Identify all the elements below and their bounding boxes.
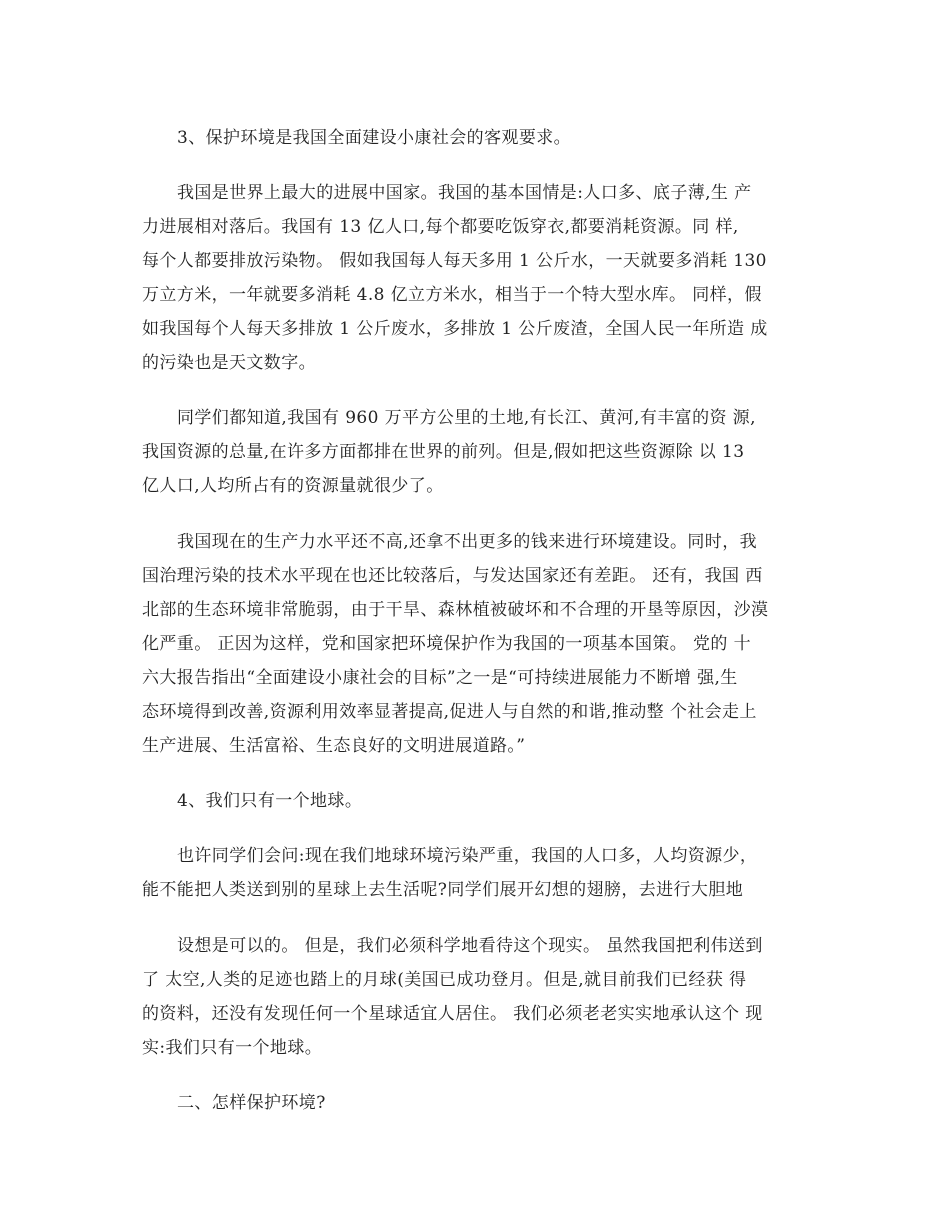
paragraph-line: 的资料，还没有发现任何一个星球适宜人居住。 我们必须老老实实地承认这个 现: [142, 1004, 763, 1024]
paragraph-line: 如我国每个人每天多排放 1 公斤废水，多排放 1 公斤废渣，全国人民一年所造 成: [142, 319, 768, 339]
paragraph-line: 国治理污染的技术水平现在也还比较落后，与发达国家还有差距。 还有，我国 西: [142, 566, 763, 586]
paragraph-line: 六大报告指出“全面建设小康社会的目标”之一是“可持续进展能力不断增 强,生: [142, 668, 738, 688]
paragraph-line: 我国资源的总量,在许多方面都排在世界的前列。但是,假如把这些资源除 以 13: [142, 442, 745, 462]
paragraph-line: 北部的生态环境非常脆弱，由于干旱、森林植被破坏和不合理的开垦等原因，沙漠: [142, 600, 769, 620]
paragraph-line: 也许同学们会问:现在我们地球环境污染严重，我国的人口多，人均资源少，: [177, 846, 758, 866]
paragraph-line: 态环境得到改善,资源利用效率显著提高,促进人与自然的和谐,推动整 个社会走上: [142, 702, 757, 722]
paragraph-line: 亿人口,人均所占有的资源量就很少了。: [142, 476, 444, 496]
paragraph-line: 化严重。 正因为这样，党和国家把环境保护作为我国的一项基本国策。 党的 十: [142, 634, 752, 654]
paragraph-line: 万立方米，一年就要多消耗 4.8 亿立方米水，相当于一个特大型水库。 同样，假: [142, 285, 762, 305]
paragraph-line: 实:我们只有一个地球。: [142, 1038, 323, 1058]
paragraph-line: 我国是世界上最大的进展中国家。我国的基本国情是:人口多、底子薄,生 产: [177, 183, 752, 203]
section-heading: 二、怎样保护环境?: [177, 1093, 326, 1113]
paragraph-line: 了 太空,人类的足迹也踏上的月球(美国已成功登月。但是,就目前我们已经获 得: [142, 970, 747, 990]
paragraph-line: 力进展相对落后。我国有 13 亿人口,每个都要吃饭穿衣,都要消耗资源。同 样,: [142, 217, 739, 237]
paragraph-line: 同学们都知道,我国有 960 万平方公里的土地,有长江、黄河,有丰富的资 源,: [177, 408, 756, 428]
paragraph-line: 生产进展、生活富裕、生态良好的文明进展道路。”: [142, 736, 526, 756]
paragraph-line: 的污染也是天文数字。: [142, 353, 316, 373]
paragraph-line: 设想是可以的。 但是，我们必须科学地看待这个现实。 虽然我国把利伟送到: [177, 936, 763, 956]
paragraph-line: 每个人都要排放污染物。 假如我国每人每天多用 1 公斤水，一天就要多消耗 130: [142, 251, 767, 271]
paragraph-line: 能不能把人类送到别的星球上去生活呢?同学们展开幻想的翅膀，去进行大胆地: [142, 880, 744, 900]
heading-3: 3、保护环境是我国全面建设小康社会的客观要求。: [177, 128, 572, 148]
heading-4: 4、我们只有一个地球。: [177, 791, 363, 811]
paragraph-line: 我国现在的生产力水平还不高,还拿不出更多的钱来进行环境建设。同时，我: [177, 532, 758, 552]
